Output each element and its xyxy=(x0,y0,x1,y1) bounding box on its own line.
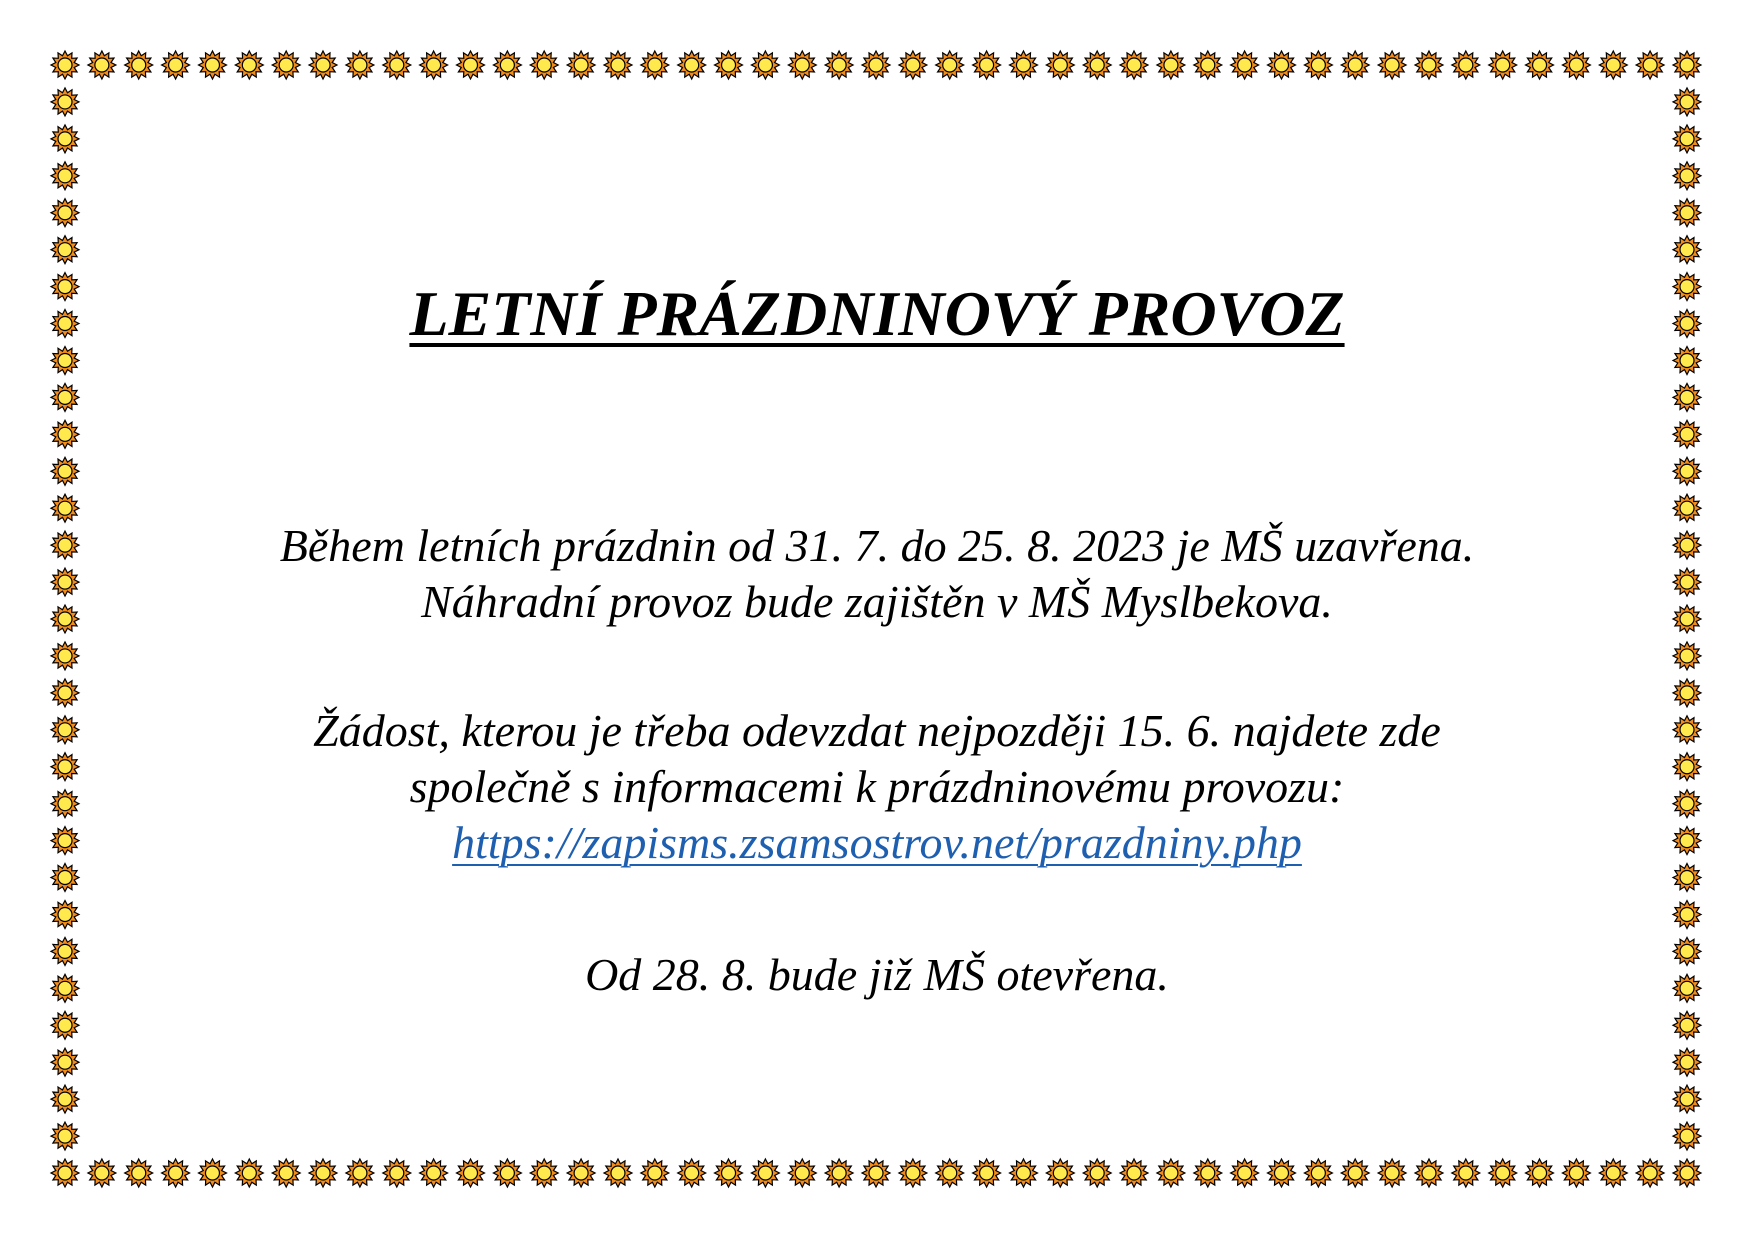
application-line-2: společně s informacemi k prázdninovému provozu: xyxy=(409,761,1345,812)
closure-line-1: Během letních prázdnin od 31. 7. do 25. 8. 2023 je MŠ uzavřena. xyxy=(279,520,1475,571)
application-link[interactable]: https://zapisms.zsamsostrov.net/prazdniny.php xyxy=(452,817,1302,868)
application-paragraph xyxy=(0,703,1754,871)
closure-line-2: Náhradní provoz bude zajištěn v MŠ Myslbekova. xyxy=(421,576,1333,627)
application-link-line xyxy=(0,815,1754,871)
reopening-line: Od 28. 8. bude již MŠ otevřena. xyxy=(585,949,1169,1000)
page-title: LETNÍ PRÁZDNINOVÝ PROVOZ xyxy=(409,278,1345,349)
application-line-1: Žádost, kterou je třeba odevzdat nejpozději 15. 6. najdete zde xyxy=(313,705,1441,756)
reopening-paragraph xyxy=(0,947,1754,1003)
closure-paragraph xyxy=(0,518,1754,630)
